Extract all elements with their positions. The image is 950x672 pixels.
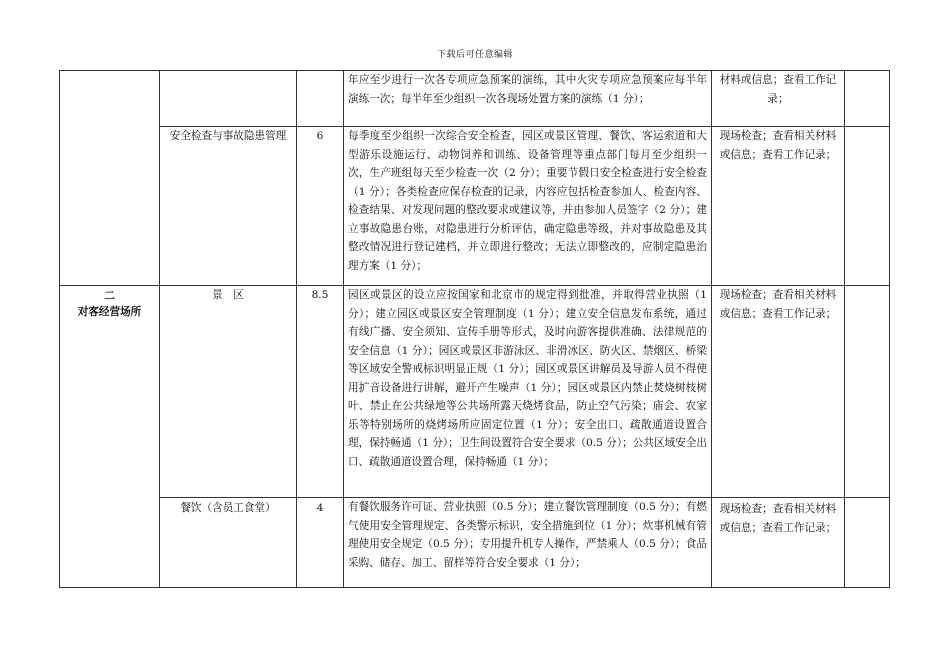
extra-cell bbox=[845, 286, 890, 498]
requirement-cell: 有餐饮服务许可证、营业执照（0.5 分）；建立餐饮管理制度（0.5 分）；有燃气使用安全管理规定、各类警示标识，安全措施到位（1 分）；炊事机械有管理使用安全规定（0.5 分）；专用提升机专人操作，严禁乘人（0.5 分）；食品采购、储存、加工、留样等符合安全要求（1 分）； bbox=[344, 498, 712, 588]
extra-cell bbox=[845, 498, 890, 588]
item-cell: 景 区 bbox=[160, 286, 297, 498]
category-cell-empty bbox=[60, 71, 160, 286]
score-cell: 4 bbox=[297, 498, 344, 588]
table-row bbox=[60, 498, 890, 588]
requirement-cell: 园区或景区的设立应按国家和北京市的规定得到批准，并取得营业执照（1 分）；建立园区或景区安全管理制度（1 分）；建立安全信息发布系统，通过有线广播、安全须知、宣传手册等形式，及时向游客提供准确、法律规范的安全信息（1 分）；园区或景区非游泳区、非滑冰区、防火区、禁烟区、桥梁等区域安全警戒标识明显正规（1 分）；园区或景区讲解员及导游人员不得使用扩音设备进行讲解，避开产生噪声（1 分）；园区或景区内禁止焚烧树枝树叶、禁止在公共绿地等公共场所露天烧烤食品，防止空气污染；庙会、农家乐等特别场所的烧烤场所应固定位置（1 分）；安全出口、疏散通道设置合理，保持畅通（1 分）；卫生间设置符合安全要求（0.5 分）；公共区域安全出口、疏散通道设置合理，保持畅通（1 分）； bbox=[344, 286, 712, 498]
table-row bbox=[60, 286, 890, 498]
item-cell: 安全检查与事故隐患管理 bbox=[160, 127, 297, 286]
category-number: 二 bbox=[104, 290, 115, 302]
extra-cell bbox=[845, 71, 890, 127]
header-note: 下载后可任意编辑 bbox=[436, 50, 513, 60]
requirement-cell: 年应至少进行一次各专项应急预案的演练，其中火灾专项应急预案应每半年演练一次；每半年至少组织一次各现场处置方案的演练（1 分）； bbox=[344, 71, 712, 127]
score-cell bbox=[297, 71, 344, 127]
table-row bbox=[60, 127, 890, 286]
extra-cell bbox=[845, 127, 890, 286]
method-cell: 现场检查；查看相关材料或信息；查看工作记录； bbox=[712, 286, 845, 498]
item-cell bbox=[160, 71, 297, 127]
method-cell: 现场检查；查看相关材料或信息；查看工作记录； bbox=[712, 498, 845, 588]
method-cell: 现场检查；查看相关材料或信息；查看工作记录； bbox=[712, 127, 845, 286]
score-cell: 8.5 bbox=[297, 286, 344, 498]
table-row bbox=[60, 71, 890, 127]
method-cell: 材料或信息；查看工作记录； bbox=[712, 71, 845, 127]
inspection-table bbox=[59, 70, 890, 588]
requirement-cell: 每季度至少组织一次综合安全检查，园区或景区管理、餐饮、客运索道和大型游乐设施运行、动物饲养和训练、设备管理等重点部门每月至少组织一次，生产班组每天至少检查一次（2 分）；重要节假日安全检查进行安全检查（1 分）；各类检查应保存检查的记录，内容应包括检查参加人、检查内容、检查结果、对发现问题的整改要求或建议等，并由参加人员签字（2 分）；建立事故隐患台账，对隐患进行分析评估，确定隐患等级，并对事故隐患及其整改情况进行登记建档，并立即进行整改；无法立即整改的，应制定隐患治理方案（1 分）； bbox=[344, 127, 712, 286]
score-cell: 6 bbox=[297, 127, 344, 286]
category-cell bbox=[60, 286, 160, 588]
category-label: 对客经营场所 bbox=[77, 306, 142, 318]
item-cell: 餐饮（含员工食堂） bbox=[160, 498, 297, 588]
